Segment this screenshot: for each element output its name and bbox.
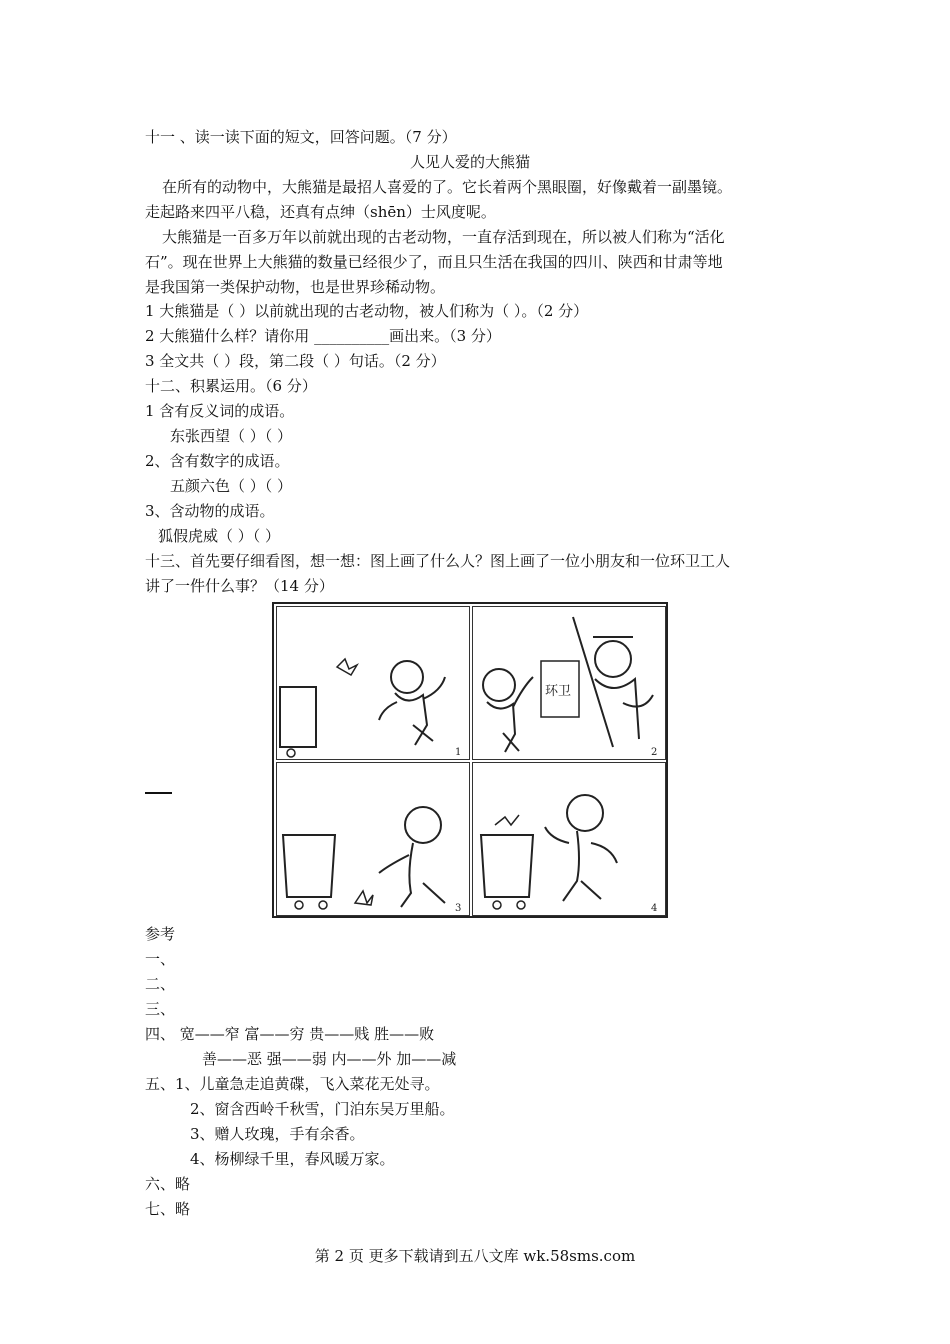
worker-head: [595, 641, 631, 677]
boy-head: [405, 807, 441, 843]
comic-illustration: [272, 602, 668, 918]
panel-1-drawing: [277, 607, 469, 759]
comic-panel-3: [276, 762, 470, 916]
q12-sub-2-example: 五颜六色（ ）（ ）: [170, 477, 293, 495]
panel-4-drawing: [473, 763, 665, 915]
worker-with-broom: [573, 617, 653, 747]
answers-reference: 参考: [145, 925, 176, 943]
comic-panel-2: [472, 606, 666, 760]
trash-bin: [283, 835, 335, 897]
sign-text: 环卫: [545, 684, 572, 699]
boy-body: [487, 677, 533, 752]
banana-peel-icon: [337, 659, 357, 675]
q13-line1: 十三、首先要仔细看图，想一想：图上画了什么人？图上画了一位小朋友和一位环卫工人: [145, 552, 731, 570]
q11-question-2: 2 大熊猫什么样？请你用 __________画出来。（3 分）: [145, 327, 501, 345]
passage-p2-line3: 是我国第一类保护动物，也是世界珍稀动物。: [145, 278, 446, 296]
answer-2: 二、: [145, 975, 176, 993]
banana-peel-icon: [495, 815, 519, 825]
comic-panel-4: [472, 762, 666, 916]
q12-sub-2: 2、含有数字的成语。: [145, 452, 290, 470]
q11-question-3: 3 全文共（ ）段，第二段（ ）句话。（2 分）: [145, 352, 446, 370]
bin-wheel: [295, 901, 303, 909]
boy-head: [483, 669, 515, 701]
answer-5-line1: 五、1、儿童急走追黄碟，飞入菜花无处寻。: [145, 1075, 440, 1093]
q12-sub-3: 3、含动物的成语。: [145, 502, 275, 520]
panel-1-number: 1: [455, 747, 462, 758]
answer-5-line3: 3、赠人玫瑰，手有余香。: [190, 1125, 365, 1143]
q12-heading: 十二、积累运用。（6 分）: [145, 377, 317, 395]
passage-p1-line2: 走起路来四平八稳，还真有点绅（shēn）士风度呢。: [145, 203, 496, 221]
short-rule: [145, 792, 172, 794]
answer-1: 一、: [145, 950, 176, 968]
answer-4-line2: 善——恶 强——弱 内——外 加——减: [202, 1050, 457, 1068]
trash-bin: [481, 835, 533, 897]
trash-bin: [280, 687, 316, 747]
passage-title: 人见人爱的大熊猫: [410, 153, 531, 171]
answer-5-line4: 4、杨柳绿千里，春风暖万家。: [190, 1150, 395, 1168]
page-footer: 第 2 页 更多下载请到五八文库 wk.58sms.com: [314, 1247, 636, 1265]
banana-peel-icon: [355, 891, 373, 905]
panel-2-number: 2: [651, 747, 658, 758]
answer-4-line1: 四、 宽——窄 富——穷 贵——贱 胜——败: [145, 1025, 435, 1043]
bin-wheel: [287, 749, 295, 757]
boy-happy: [545, 827, 617, 901]
q11-heading: 十一 、读一读下面的短文，回答问题。（7 分）: [145, 128, 457, 146]
boy-head: [391, 661, 423, 693]
boy-head: [567, 795, 603, 831]
passage-p1-line1: 在所有的动物中，大熊猫是最招人喜爱的了。它长着两个黑眼圈，好像戴着一副墨镜。: [162, 178, 733, 196]
passage-p2-line1: 大熊猫是一百多万年以前就出现的古老动物，一直存活到现在，所以被人们称为“活化: [162, 228, 725, 246]
q12-sub-1: 1 含有反义词的成语。: [145, 402, 295, 420]
panel-3-drawing: [277, 763, 469, 915]
panel-4-number: 4: [651, 903, 658, 914]
answer-7: 七、略: [145, 1200, 191, 1218]
answer-3: 三、: [145, 1000, 176, 1018]
answer-6: 六、略: [145, 1175, 191, 1193]
q12-sub-1-example: 东张西望（ ）（ ）: [170, 427, 293, 445]
panel-3-number: 3: [455, 903, 462, 914]
passage-p2-line2: 石”。现在世界上大熊猫的数量已经很少了，而且只生活在我国的四川、陕西和甘肃等地: [145, 253, 723, 271]
panel-2-drawing: [473, 607, 665, 759]
q13-line2: 讲了一件什么事？（14 分）: [145, 577, 334, 595]
q12-sub-3-example: 狐假虎威（ ）（ ）: [158, 527, 281, 545]
bin-wheel: [517, 901, 525, 909]
boy-bending: [379, 843, 445, 907]
bin-wheel: [493, 901, 501, 909]
answer-5-line2: 2、窗含西岭千秋雪，门泊东吴万里船。: [190, 1100, 455, 1118]
comic-panel-1: [276, 606, 470, 760]
q11-question-1: 1 大熊猫是（ ）以前就出现的古老动物，被人们称为（ ）。（2 分）: [145, 302, 589, 320]
bin-wheel: [319, 901, 327, 909]
boy-body: [379, 677, 445, 745]
